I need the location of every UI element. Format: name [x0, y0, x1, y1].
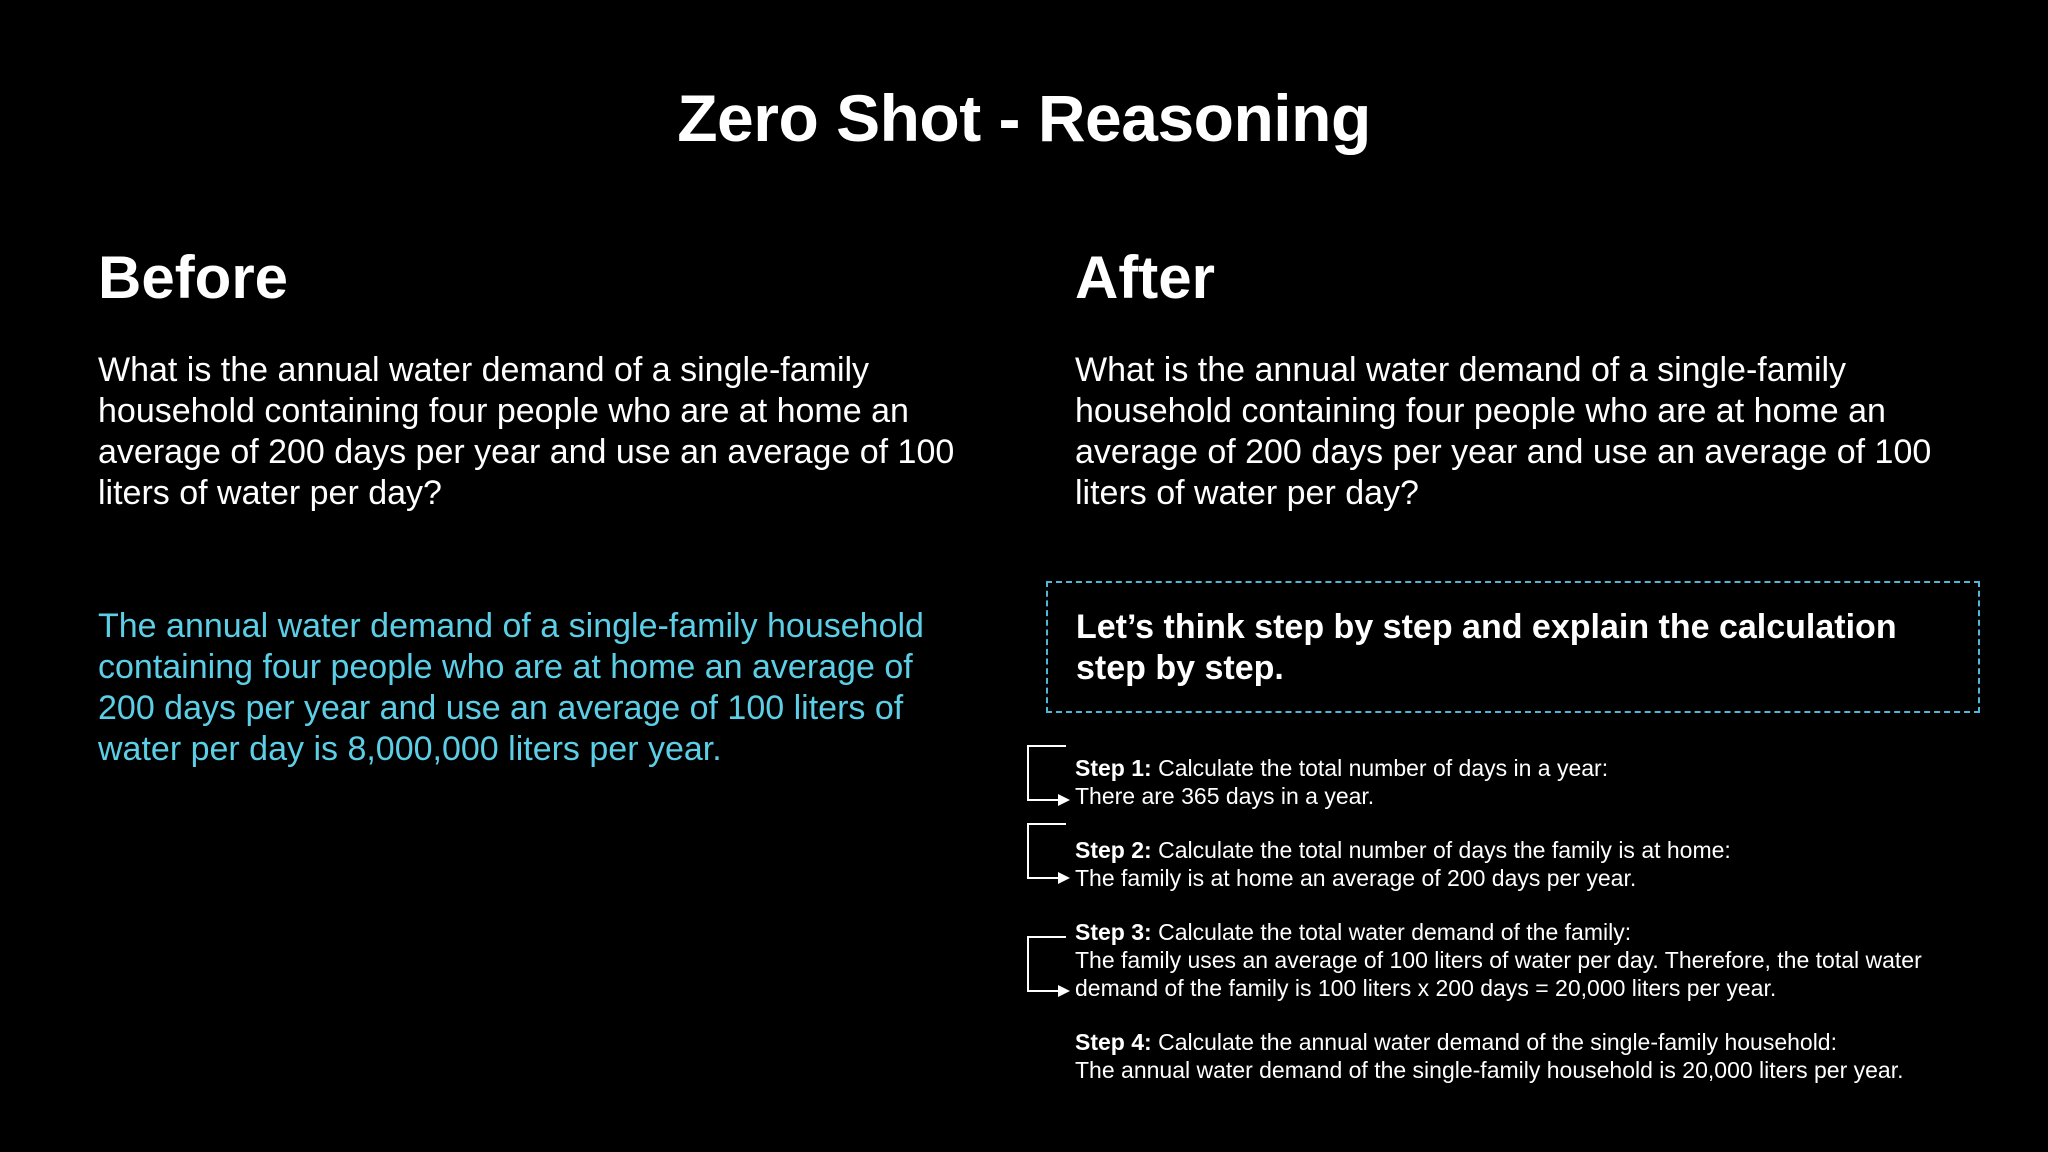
step-2-title: Calculate the total number of days the family is at home:	[1151, 837, 1731, 863]
prompt-text: Let’s think step by step and explain the calculation step by step.	[1076, 608, 1897, 687]
step-4	[1075, 1028, 1975, 1084]
step-3	[1075, 918, 1975, 1002]
step-4-body: The annual water demand of the single-family household is 20,000 liters per year.	[1075, 1057, 1904, 1083]
after-question: What is the annual water demand of a single-family household containing four people who are at home an average of 200 days per year and use an average of 100 liters of water per day?	[1075, 351, 1932, 512]
before-answer: The annual water demand of a single-family household containing four people who are at home an average of 200 days per year and use an average of 100 liters of water per day is 8,000,000 liters per year.	[98, 607, 924, 768]
step-2-arrow-head-icon	[1058, 872, 1070, 884]
step-4-title: Calculate the annual water demand of the single-family household:	[1151, 1029, 1837, 1055]
before-heading: Before	[98, 244, 289, 311]
step-1	[1075, 754, 1975, 810]
step-2-body: The family is at home an average of 200 days per year.	[1075, 865, 1637, 891]
step-1-arrow-connector	[1028, 746, 1066, 800]
step-3-label: Step 3:	[1075, 919, 1152, 945]
step-1-label: Step 1:	[1075, 755, 1152, 781]
step-3-arrow-connector	[1028, 937, 1066, 991]
step-2	[1075, 836, 1975, 892]
step-2-label: Step 2:	[1075, 837, 1152, 863]
after-heading: After	[1075, 244, 1216, 311]
prompt-box	[1046, 581, 1980, 713]
before-question: What is the annual water demand of a single-family household containing four people who are at home an average of 200 days per year and use an average of 100 liters of water per day?	[98, 351, 955, 512]
step-3-arrow-head-icon	[1058, 985, 1070, 997]
step-1-arrow-head-icon	[1058, 794, 1070, 806]
step-1-body: There are 365 days in a year.	[1075, 783, 1375, 809]
step-3-body: The family uses an average of 100 liters of water per day. Therefore, the total water demand of the family is 100 liters x 200 days = 20,000 liters per year.	[1075, 947, 1922, 1001]
step-3-title: Calculate the total water demand of the family:	[1151, 919, 1632, 945]
step-1-title: Calculate the total number of days in a year:	[1151, 755, 1609, 781]
step-4-label: Step 4:	[1075, 1029, 1152, 1055]
slide-title: Zero Shot - Reasoning	[677, 81, 1371, 155]
step-2-arrow-connector	[1028, 824, 1066, 878]
